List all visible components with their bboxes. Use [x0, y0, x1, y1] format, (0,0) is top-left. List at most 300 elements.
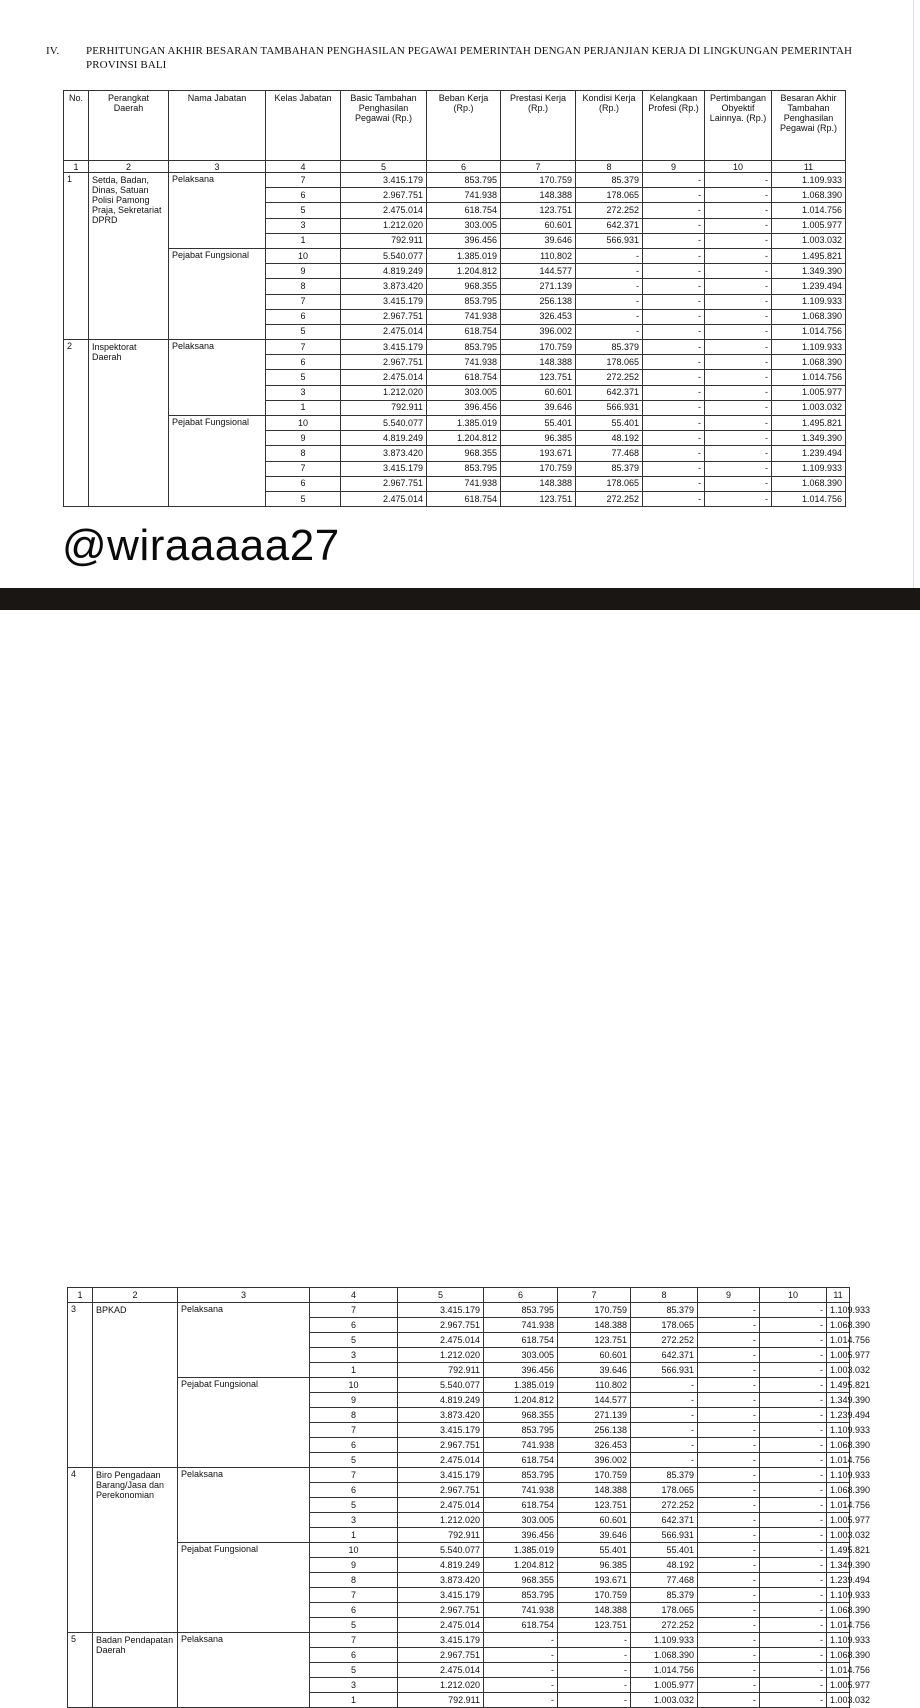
final-cell: 1.014.756	[827, 1663, 850, 1678]
performance-cell: 39.646	[501, 400, 576, 415]
workload-cell: 741.938	[427, 355, 501, 370]
class-cell: 6	[266, 355, 341, 370]
final-cell: 1.014.756	[827, 1453, 850, 1468]
workload-cell: 741.938	[427, 309, 501, 324]
basic-cell: 2.475.014	[398, 1618, 484, 1633]
condition-cell: -	[576, 248, 643, 263]
table-row	[68, 1543, 850, 1558]
workload-cell: 303.005	[484, 1348, 558, 1363]
performance-cell: 170.759	[558, 1588, 631, 1603]
condition-cell: 272.252	[576, 370, 643, 385]
performance-cell: 148.388	[558, 1318, 631, 1333]
department-name: BPKAD	[93, 1303, 178, 1468]
allowance-table-bottom	[67, 1287, 871, 1708]
workload-cell: 1.385.019	[484, 1543, 558, 1558]
column-number: 4	[266, 161, 341, 173]
column-number: 11	[827, 1288, 850, 1303]
performance-cell: 271.139	[501, 279, 576, 294]
workload-cell: 618.754	[484, 1333, 558, 1348]
performance-cell: 148.388	[558, 1483, 631, 1498]
workload-cell: -	[484, 1678, 558, 1693]
class-cell: 3	[266, 385, 341, 400]
class-cell: 8	[310, 1573, 398, 1588]
condition-cell: -	[576, 309, 643, 324]
condition-cell: 272.252	[631, 1333, 698, 1348]
basic-cell: 1.212.020	[341, 218, 427, 233]
column-number: 5	[398, 1288, 484, 1303]
final-cell: 1.109.933	[827, 1468, 850, 1483]
final-cell: 1.495.821	[772, 248, 846, 263]
class-cell: 5	[310, 1453, 398, 1468]
performance-cell: 55.401	[558, 1543, 631, 1558]
performance-cell: 148.388	[558, 1603, 631, 1618]
performance-cell: 60.601	[501, 385, 576, 400]
column-number: 3	[178, 1288, 310, 1303]
section-title: PERHITUNGAN AKHIR BESARAN TAMBAHAN PENGHASILAN PEGAWAI PEMERINTAH DENGAN PERJANJIAN KERJA DI LINGKUNGAN PEMERINTAH PROVINSI BALI	[86, 45, 853, 71]
scarcity-cell: -	[643, 233, 705, 248]
final-cell: 1.003.032	[827, 1363, 850, 1378]
objective-cell: -	[760, 1528, 827, 1543]
class-cell: 7	[310, 1468, 398, 1483]
scarcity-cell: -	[643, 248, 705, 263]
basic-cell: 2.967.751	[398, 1483, 484, 1498]
header-dept: Perangkat Daerah	[89, 91, 169, 161]
condition-cell: 85.379	[576, 340, 643, 355]
column-number: 9	[698, 1288, 760, 1303]
class-cell: 5	[266, 370, 341, 385]
condition-cell: 178.065	[631, 1318, 698, 1333]
basic-cell: 3.415.179	[341, 173, 427, 188]
final-cell: 1.109.933	[827, 1588, 850, 1603]
final-cell: 1.109.933	[772, 461, 846, 476]
objective-cell: -	[705, 294, 772, 309]
class-cell: 7	[310, 1588, 398, 1603]
workload-cell: 1.204.812	[484, 1393, 558, 1408]
workload-cell: 1.204.812	[427, 264, 501, 279]
workload-cell: 1.385.019	[484, 1378, 558, 1393]
workload-cell: 396.456	[427, 400, 501, 415]
class-cell: 3	[310, 1348, 398, 1363]
objective-cell: -	[760, 1303, 827, 1318]
workload-cell: 618.754	[427, 324, 501, 339]
class-cell: 6	[310, 1603, 398, 1618]
scarcity-cell: -	[698, 1618, 760, 1633]
scarcity-cell: -	[643, 370, 705, 385]
condition-cell: 566.931	[576, 233, 643, 248]
final-cell: 1.495.821	[772, 416, 846, 431]
workload-cell: 968.355	[484, 1573, 558, 1588]
scarcity-cell: -	[698, 1498, 760, 1513]
scarcity-cell: -	[698, 1678, 760, 1693]
workload-cell: 618.754	[484, 1618, 558, 1633]
condition-cell: -	[576, 264, 643, 279]
final-cell: 1.349.390	[772, 431, 846, 446]
table-row	[68, 1378, 850, 1393]
table-row	[64, 416, 846, 431]
basic-cell: 1.212.020	[398, 1513, 484, 1528]
basic-cell: 1.212.020	[398, 1348, 484, 1363]
position-name: Pelaksana	[178, 1633, 310, 1708]
class-cell: 8	[266, 279, 341, 294]
final-cell: 1.003.032	[772, 233, 846, 248]
class-cell: 5	[266, 324, 341, 339]
workload-cell: 853.795	[427, 294, 501, 309]
condition-cell: 178.065	[576, 188, 643, 203]
class-cell: 9	[266, 264, 341, 279]
objective-cell: -	[705, 355, 772, 370]
department-name: Setda, Badan, Dinas, Satuan Polisi Pamong Praja, Sekretariat DPRD	[89, 173, 169, 340]
scarcity-cell: -	[698, 1648, 760, 1663]
class-cell: 6	[266, 188, 341, 203]
basic-cell: 2.967.751	[398, 1438, 484, 1453]
final-cell: 1.109.933	[827, 1633, 850, 1648]
scarcity-cell: -	[698, 1393, 760, 1408]
watermark-handle: @wiraaaaa27	[62, 521, 340, 570]
final-cell: 1.014.756	[827, 1618, 850, 1633]
performance-cell: 55.401	[501, 416, 576, 431]
basic-cell: 5.540.077	[341, 248, 427, 263]
workload-cell: 741.938	[484, 1603, 558, 1618]
scarcity-cell: -	[643, 279, 705, 294]
class-cell: 3	[310, 1513, 398, 1528]
objective-cell: -	[705, 370, 772, 385]
final-cell: 1.109.933	[772, 340, 846, 355]
class-cell: 5	[266, 203, 341, 218]
performance-cell: 256.138	[558, 1423, 631, 1438]
workload-cell: -	[484, 1693, 558, 1708]
objective-cell: -	[760, 1393, 827, 1408]
performance-cell: 60.601	[501, 218, 576, 233]
performance-cell: 193.671	[558, 1573, 631, 1588]
final-cell: 1.005.977	[772, 385, 846, 400]
scarcity-cell: -	[643, 309, 705, 324]
objective-cell: -	[760, 1483, 827, 1498]
column-number: 6	[484, 1288, 558, 1303]
objective-cell: -	[705, 431, 772, 446]
workload-cell: 618.754	[427, 491, 501, 506]
scarcity-cell: -	[643, 431, 705, 446]
class-cell: 6	[310, 1483, 398, 1498]
basic-cell: 2.475.014	[341, 324, 427, 339]
objective-cell: -	[760, 1453, 827, 1468]
scarcity-cell: -	[643, 188, 705, 203]
condition-cell: -	[631, 1438, 698, 1453]
basic-cell: 2.967.751	[341, 188, 427, 203]
basic-cell: 2.967.751	[341, 355, 427, 370]
position-name: Pelaksana	[178, 1468, 310, 1543]
performance-cell: 60.601	[558, 1348, 631, 1363]
objective-cell: -	[705, 461, 772, 476]
basic-cell: 2.475.014	[398, 1663, 484, 1678]
basic-cell: 3.415.179	[398, 1303, 484, 1318]
condition-cell: 85.379	[631, 1303, 698, 1318]
basic-cell: 3.873.420	[398, 1573, 484, 1588]
column-number: 10	[705, 161, 772, 173]
table-row	[64, 248, 846, 263]
position-name: Pelaksana	[169, 173, 266, 249]
objective-cell: -	[705, 203, 772, 218]
basic-cell: 5.540.077	[398, 1543, 484, 1558]
workload-cell: 303.005	[427, 218, 501, 233]
header-performance: Prestasi Kerja (Rp.)	[501, 91, 576, 161]
workload-cell: 1.385.019	[427, 248, 501, 263]
workload-cell: 853.795	[484, 1303, 558, 1318]
workload-cell: 741.938	[484, 1438, 558, 1453]
basic-cell: 1.212.020	[341, 385, 427, 400]
class-cell: 10	[310, 1378, 398, 1393]
objective-cell: -	[705, 218, 772, 233]
condition-cell: 1.109.933	[631, 1633, 698, 1648]
workload-cell: 968.355	[484, 1408, 558, 1423]
performance-cell: -	[558, 1663, 631, 1678]
column-number: 8	[576, 161, 643, 173]
final-cell: 1.014.756	[827, 1333, 850, 1348]
condition-cell: 85.379	[631, 1468, 698, 1483]
class-cell: 7	[310, 1633, 398, 1648]
position-name: Pelaksana	[178, 1303, 310, 1378]
workload-cell: -	[484, 1633, 558, 1648]
basic-cell: 2.475.014	[398, 1453, 484, 1468]
basic-cell: 3.415.179	[398, 1633, 484, 1648]
condition-cell: 178.065	[631, 1603, 698, 1618]
header-position: Nama Jabatan	[169, 91, 266, 161]
performance-cell: 396.002	[558, 1453, 631, 1468]
basic-cell: 1.212.020	[398, 1678, 484, 1693]
condition-cell: 55.401	[576, 416, 643, 431]
basic-cell: 2.967.751	[398, 1603, 484, 1618]
workload-cell: -	[484, 1648, 558, 1663]
performance-cell: 148.388	[501, 476, 576, 491]
objective-cell: -	[760, 1633, 827, 1648]
basic-cell: 2.967.751	[398, 1648, 484, 1663]
final-cell: 1.014.756	[772, 370, 846, 385]
header-scarcity: Kelangkaan Profesi (Rp.)	[643, 91, 705, 161]
basic-cell: 792.911	[341, 400, 427, 415]
basic-cell: 2.475.014	[341, 370, 427, 385]
workload-cell: 853.795	[427, 461, 501, 476]
performance-cell: -	[558, 1678, 631, 1693]
performance-cell: 170.759	[501, 173, 576, 188]
condition-cell: 272.252	[631, 1618, 698, 1633]
row-number: 4	[68, 1468, 93, 1633]
workload-cell: 741.938	[484, 1483, 558, 1498]
performance-cell: 148.388	[501, 188, 576, 203]
workload-cell: 853.795	[484, 1468, 558, 1483]
scarcity-cell: -	[643, 294, 705, 309]
class-cell: 5	[310, 1663, 398, 1678]
workload-cell: 741.938	[427, 476, 501, 491]
page-divider	[0, 588, 920, 610]
scarcity-cell: -	[698, 1483, 760, 1498]
basic-cell: 3.415.179	[398, 1468, 484, 1483]
condition-cell: 1.014.756	[631, 1663, 698, 1678]
class-cell: 1	[266, 233, 341, 248]
basic-cell: 4.819.249	[341, 431, 427, 446]
condition-cell: 1.005.977	[631, 1678, 698, 1693]
table-row	[64, 340, 846, 355]
column-number: 7	[501, 161, 576, 173]
final-cell: 1.005.977	[827, 1348, 850, 1363]
column-number-row	[68, 1288, 850, 1303]
class-cell: 6	[266, 476, 341, 491]
performance-cell: 110.802	[558, 1378, 631, 1393]
class-cell: 6	[310, 1438, 398, 1453]
condition-cell: 178.065	[631, 1483, 698, 1498]
basic-cell: 2.475.014	[398, 1498, 484, 1513]
performance-cell: 110.802	[501, 248, 576, 263]
column-number-row	[64, 161, 846, 173]
basic-cell: 3.415.179	[341, 461, 427, 476]
scarcity-cell: -	[698, 1318, 760, 1333]
header-no: No.	[64, 91, 89, 161]
basic-cell: 3.415.179	[398, 1423, 484, 1438]
scarcity-cell: -	[698, 1603, 760, 1618]
scarcity-cell: -	[643, 400, 705, 415]
final-cell: 1.239.494	[827, 1408, 850, 1423]
section-number: IV.	[46, 45, 60, 57]
performance-cell: 123.751	[558, 1498, 631, 1513]
condition-cell: 48.192	[576, 431, 643, 446]
objective-cell: -	[760, 1543, 827, 1558]
performance-cell: 39.646	[558, 1528, 631, 1543]
final-cell: 1.495.821	[827, 1378, 850, 1393]
workload-cell: 618.754	[484, 1498, 558, 1513]
basic-cell: 792.911	[398, 1693, 484, 1708]
class-cell: 7	[266, 340, 341, 355]
class-cell: 10	[310, 1543, 398, 1558]
condition-cell: 272.252	[576, 203, 643, 218]
final-cell: 1.005.977	[827, 1678, 850, 1693]
basic-cell: 2.967.751	[341, 309, 427, 324]
workload-cell: 303.005	[484, 1513, 558, 1528]
scarcity-cell: -	[698, 1558, 760, 1573]
table-row	[64, 173, 846, 188]
class-cell: 3	[266, 218, 341, 233]
performance-cell: 123.751	[501, 203, 576, 218]
class-cell: 9	[310, 1558, 398, 1573]
final-cell: 1.068.390	[827, 1603, 850, 1618]
objective-cell: -	[705, 385, 772, 400]
performance-cell: 39.646	[558, 1363, 631, 1378]
column-number: 7	[558, 1288, 631, 1303]
performance-cell: -	[558, 1693, 631, 1708]
workload-cell: 618.754	[427, 203, 501, 218]
condition-cell: -	[576, 294, 643, 309]
header-row	[64, 91, 846, 161]
column-number: 6	[427, 161, 501, 173]
condition-cell: 642.371	[631, 1513, 698, 1528]
column-number: 9	[643, 161, 705, 173]
page-edge	[913, 0, 914, 588]
basic-cell: 3.415.179	[398, 1588, 484, 1603]
objective-cell: -	[705, 188, 772, 203]
objective-cell: -	[760, 1438, 827, 1453]
workload-cell: 396.456	[484, 1363, 558, 1378]
final-cell: 1.495.821	[827, 1543, 850, 1558]
condition-cell: 77.468	[631, 1573, 698, 1588]
final-cell: 1.109.933	[827, 1303, 850, 1318]
condition-cell: 566.931	[631, 1528, 698, 1543]
objective-cell: -	[705, 446, 772, 461]
condition-cell: 1.068.390	[631, 1648, 698, 1663]
header-final: Besaran Akhir Tambahan Penghasilan Pegawai (Rp.)	[772, 91, 846, 161]
scarcity-cell: -	[698, 1453, 760, 1468]
scarcity-cell: -	[643, 264, 705, 279]
basic-cell: 2.967.751	[398, 1318, 484, 1333]
performance-cell: 170.759	[558, 1468, 631, 1483]
condition-cell: 642.371	[631, 1348, 698, 1363]
scarcity-cell: -	[643, 324, 705, 339]
performance-cell: 271.139	[558, 1408, 631, 1423]
class-cell: 1	[310, 1693, 398, 1708]
final-cell: 1.239.494	[827, 1573, 850, 1588]
objective-cell: -	[705, 324, 772, 339]
final-cell: 1.003.032	[772, 400, 846, 415]
column-number: 4	[310, 1288, 398, 1303]
condition-cell: -	[576, 279, 643, 294]
performance-cell: -	[558, 1648, 631, 1663]
objective-cell: -	[760, 1513, 827, 1528]
objective-cell: -	[760, 1678, 827, 1693]
class-cell: 7	[266, 461, 341, 476]
performance-cell: 170.759	[501, 340, 576, 355]
section-heading	[46, 44, 886, 72]
workload-cell: 741.938	[427, 188, 501, 203]
objective-cell: -	[705, 233, 772, 248]
row-number: 3	[68, 1303, 93, 1468]
objective-cell: -	[760, 1378, 827, 1393]
objective-cell: -	[705, 340, 772, 355]
column-number: 3	[169, 161, 266, 173]
basic-cell: 792.911	[341, 233, 427, 248]
basic-cell: 5.540.077	[398, 1378, 484, 1393]
objective-cell: -	[760, 1468, 827, 1483]
department-name: Biro Pengadaan Barang/Jasa dan Perekonomian	[93, 1468, 178, 1633]
performance-cell: 193.671	[501, 446, 576, 461]
objective-cell: -	[705, 309, 772, 324]
performance-cell: 256.138	[501, 294, 576, 309]
condition-cell: 566.931	[631, 1363, 698, 1378]
column-number: 1	[64, 161, 89, 173]
table-body-bottom	[68, 1288, 871, 1708]
scarcity-cell: -	[643, 355, 705, 370]
final-cell: 1.003.032	[827, 1528, 850, 1543]
condition-cell: -	[631, 1393, 698, 1408]
performance-cell: 39.646	[501, 233, 576, 248]
basic-cell: 3.873.420	[341, 446, 427, 461]
workload-cell: 968.355	[427, 279, 501, 294]
scarcity-cell: -	[698, 1588, 760, 1603]
objective-cell: -	[760, 1318, 827, 1333]
workload-cell: 1.204.812	[484, 1558, 558, 1573]
basic-cell: 3.415.179	[341, 294, 427, 309]
class-cell: 3	[310, 1678, 398, 1693]
class-cell: 1	[266, 400, 341, 415]
column-number: 1	[68, 1288, 93, 1303]
basic-cell: 2.475.014	[341, 491, 427, 506]
performance-cell: 170.759	[558, 1303, 631, 1318]
objective-cell: -	[760, 1573, 827, 1588]
condition-cell: 178.065	[576, 476, 643, 491]
basic-cell: 3.873.420	[341, 279, 427, 294]
final-cell: 1.349.390	[772, 264, 846, 279]
scarcity-cell: -	[643, 340, 705, 355]
performance-cell: 396.002	[501, 324, 576, 339]
workload-cell: 1.385.019	[427, 416, 501, 431]
class-cell: 8	[266, 446, 341, 461]
final-cell: 1.068.390	[772, 355, 846, 370]
objective-cell: -	[760, 1558, 827, 1573]
